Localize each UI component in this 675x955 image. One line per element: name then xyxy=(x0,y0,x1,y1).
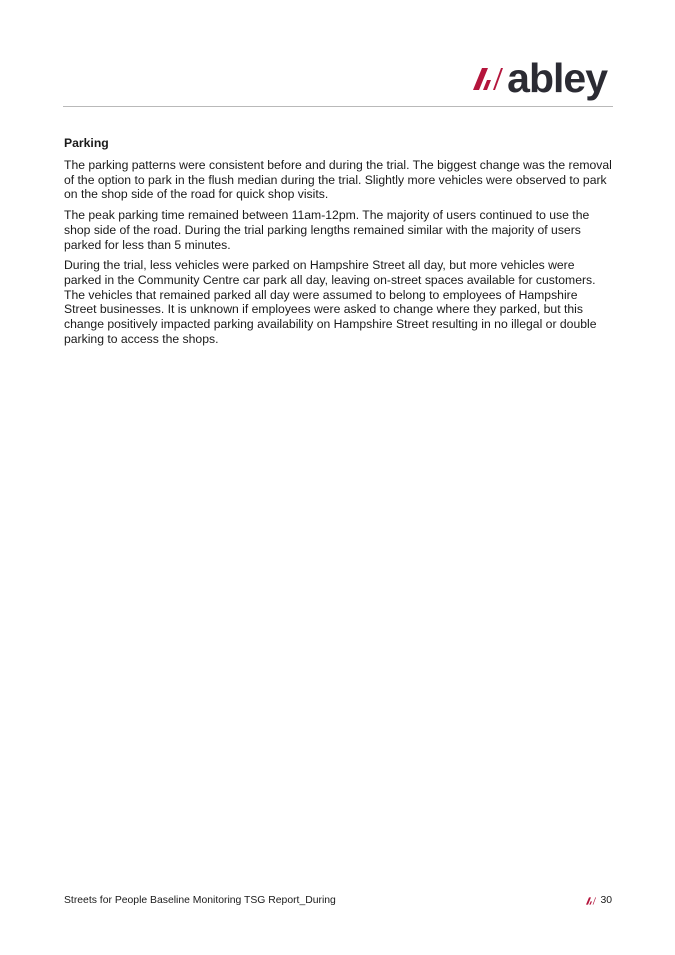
footer-page-info xyxy=(586,895,612,906)
abley-logo xyxy=(473,55,607,101)
abley-logo-mark-icon xyxy=(473,68,503,90)
document-body xyxy=(64,136,612,352)
paragraph: The peak parking time remained between 11am-12pm. The majority of users continued to use the shop side of the road. During the trial parking lengths remained similar with the majority of users parked for less than 5 minutes. xyxy=(64,208,590,252)
section-heading: Parking xyxy=(64,136,109,150)
abley-small-mark-icon xyxy=(586,897,596,905)
logo-wordmark: abley xyxy=(507,55,607,101)
page-footer xyxy=(64,895,612,906)
paragraph: During the trial, less vehicles were parked on Hampshire Street all day, but more vehicles were parked in the Community Centre car park all day, leaving on-street spaces available for customers. The vehicles that remained parked all day were assumed to belong to employees of Hampshire Street businesses. It is unknown if employees were asked to change where they parked, but this change positively impacted parking availability on Hampshire Street resulting in no illegal or double parking to access the shops. xyxy=(64,258,597,346)
header-divider xyxy=(63,106,613,107)
page-number: 30 xyxy=(600,895,612,906)
footer-document-title: Streets for People Baseline Monitoring TSG Report_During xyxy=(64,895,336,906)
paragraph: The parking patterns were consistent before and during the trial. The biggest change was the removal of the option to park in the flush median during the trial. Slightly more vehicles were observed to park on the shop side of the road for quick shop visits. xyxy=(64,158,612,202)
